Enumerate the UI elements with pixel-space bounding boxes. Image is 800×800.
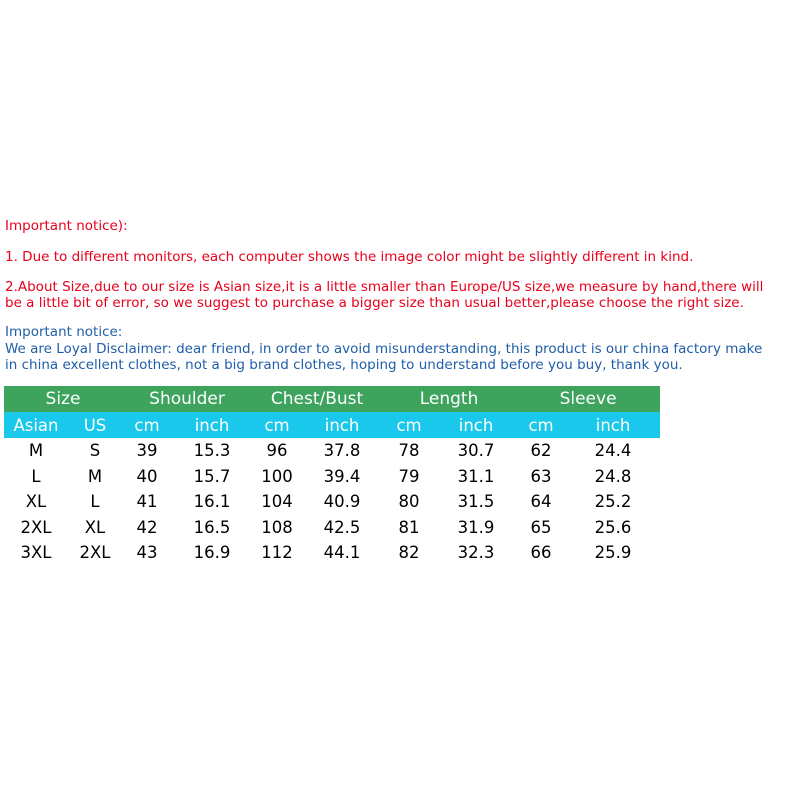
table-row: [4, 464, 660, 490]
size-chart-sub-header-row: [4, 412, 660, 438]
table-cell-chest-cm: 96: [266, 441, 288, 461]
table-cell-length-cm: 81: [398, 517, 420, 537]
table-cell-chest-inch: 40.9: [323, 492, 361, 512]
table-cell-us: XL: [84, 517, 106, 537]
table-cell-length-inch: 31.1: [457, 466, 495, 486]
sub-header-sleeve-inch: inch: [566, 412, 660, 438]
sub-header-sleeve-cm: cm: [516, 412, 566, 438]
table-cell-sleeve-inch: 25.9: [594, 543, 632, 563]
table-cell-shoulder-inch: 16.5: [193, 517, 231, 537]
sub-header-length-inch: inch: [436, 412, 516, 438]
table-cell-sleeve-inch: 24.4: [594, 441, 632, 461]
table-cell-shoulder-inch: 15.3: [193, 441, 231, 461]
notice-heading-blue: Important notice:: [5, 324, 123, 340]
table-cell-chest-inch: 44.1: [323, 543, 361, 563]
table-row: [4, 540, 660, 566]
table-row: [4, 438, 660, 464]
table-cell-asian: 3XL: [20, 543, 52, 563]
table-cell-chest-inch: 37.8: [323, 441, 361, 461]
size-chart-group-header-row: [4, 386, 660, 412]
group-header-shoulder: Shoulder: [122, 386, 252, 412]
table-cell-sleeve-cm: 63: [530, 466, 552, 486]
disclaimer-line-2: in china excellent clothes, not a big brand clothes, hoping to understand before you buy, thank you.: [5, 357, 683, 373]
group-header-size: Size: [4, 386, 122, 412]
sub-header-asian: Asian: [4, 412, 68, 438]
notice-item-size-line-1: 2.About Size,due to our size is Asian size,it is a little smaller than Europe/US size,we measure by hand,there will: [5, 279, 764, 295]
table-cell-length-cm: 79: [398, 466, 420, 486]
table-cell-length-cm: 80: [398, 492, 420, 512]
table-cell-shoulder-cm: 43: [136, 543, 158, 563]
sub-header-chest-cm: cm: [252, 412, 302, 438]
table-cell-sleeve-cm: 64: [530, 492, 552, 512]
notice-heading-red: Important notice):: [5, 218, 128, 234]
sub-header-length-cm: cm: [382, 412, 436, 438]
table-cell-asian: M: [28, 441, 44, 461]
table-cell-length-inch: 32.3: [457, 543, 495, 563]
group-header-sleeve: Sleeve: [516, 386, 660, 412]
table-cell-shoulder-inch: 15.7: [193, 466, 231, 486]
table-cell-asian: XL: [25, 492, 47, 512]
table-cell-us: L: [90, 492, 100, 512]
table-cell-asian: L: [31, 466, 41, 486]
table-cell-length-cm: 78: [398, 441, 420, 461]
table-cell-sleeve-cm: 65: [530, 517, 552, 537]
table-cell-length-inch: 31.5: [457, 492, 495, 512]
table-cell-shoulder-cm: 41: [136, 492, 158, 512]
table-cell-us: S: [89, 441, 101, 461]
table-cell-chest-cm: 112: [261, 543, 293, 563]
table-cell-shoulder-cm: 39: [136, 441, 158, 461]
table-cell-us: M: [87, 466, 103, 486]
table-cell-chest-cm: 100: [261, 466, 293, 486]
table-cell-shoulder-cm: 40: [136, 466, 158, 486]
notice-item-size-line-2: be a little bit of error, so we suggest to purchase a bigger size than usual better,please choose the right size.: [5, 295, 744, 311]
table-cell-chest-cm: 104: [261, 492, 293, 512]
table-row: [4, 515, 660, 541]
table-cell-sleeve-cm: 62: [530, 441, 552, 461]
table-cell-sleeve-inch: 25.2: [594, 492, 632, 512]
table-cell-length-inch: 30.7: [457, 441, 495, 461]
table-cell-asian: 2XL: [20, 517, 52, 537]
table-cell-shoulder-inch: 16.9: [193, 543, 231, 563]
table-cell-us: 2XL: [79, 543, 111, 563]
table-cell-sleeve-inch: 24.8: [594, 466, 632, 486]
table-cell-chest-cm: 108: [261, 517, 293, 537]
table-cell-sleeve-inch: 25.6: [594, 517, 632, 537]
table-cell-shoulder-inch: 16.1: [193, 492, 231, 512]
group-header-chest-bust: Chest/Bust: [252, 386, 382, 412]
sub-header-shoulder-cm: cm: [122, 412, 172, 438]
notice-item-monitor-color: 1. Due to different monitors, each computer shows the image color might be slightly different in kind.: [5, 249, 694, 265]
table-cell-length-inch: 31.9: [457, 517, 495, 537]
table-cell-chest-inch: 39.4: [323, 466, 361, 486]
table-cell-sleeve-cm: 66: [530, 543, 552, 563]
sub-header-shoulder-inch: inch: [172, 412, 252, 438]
sub-header-us: US: [68, 412, 122, 438]
sub-header-chest-inch: inch: [302, 412, 382, 438]
group-header-length: Length: [382, 386, 516, 412]
table-cell-shoulder-cm: 42: [136, 517, 158, 537]
table-cell-chest-inch: 42.5: [323, 517, 361, 537]
size-chart-table: [4, 386, 660, 566]
disclaimer-line-1: We are Loyal Disclaimer: dear friend, in order to avoid misunderstanding, this product is our china factory make: [5, 341, 763, 357]
table-cell-length-cm: 82: [398, 543, 420, 563]
table-row: [4, 489, 660, 515]
